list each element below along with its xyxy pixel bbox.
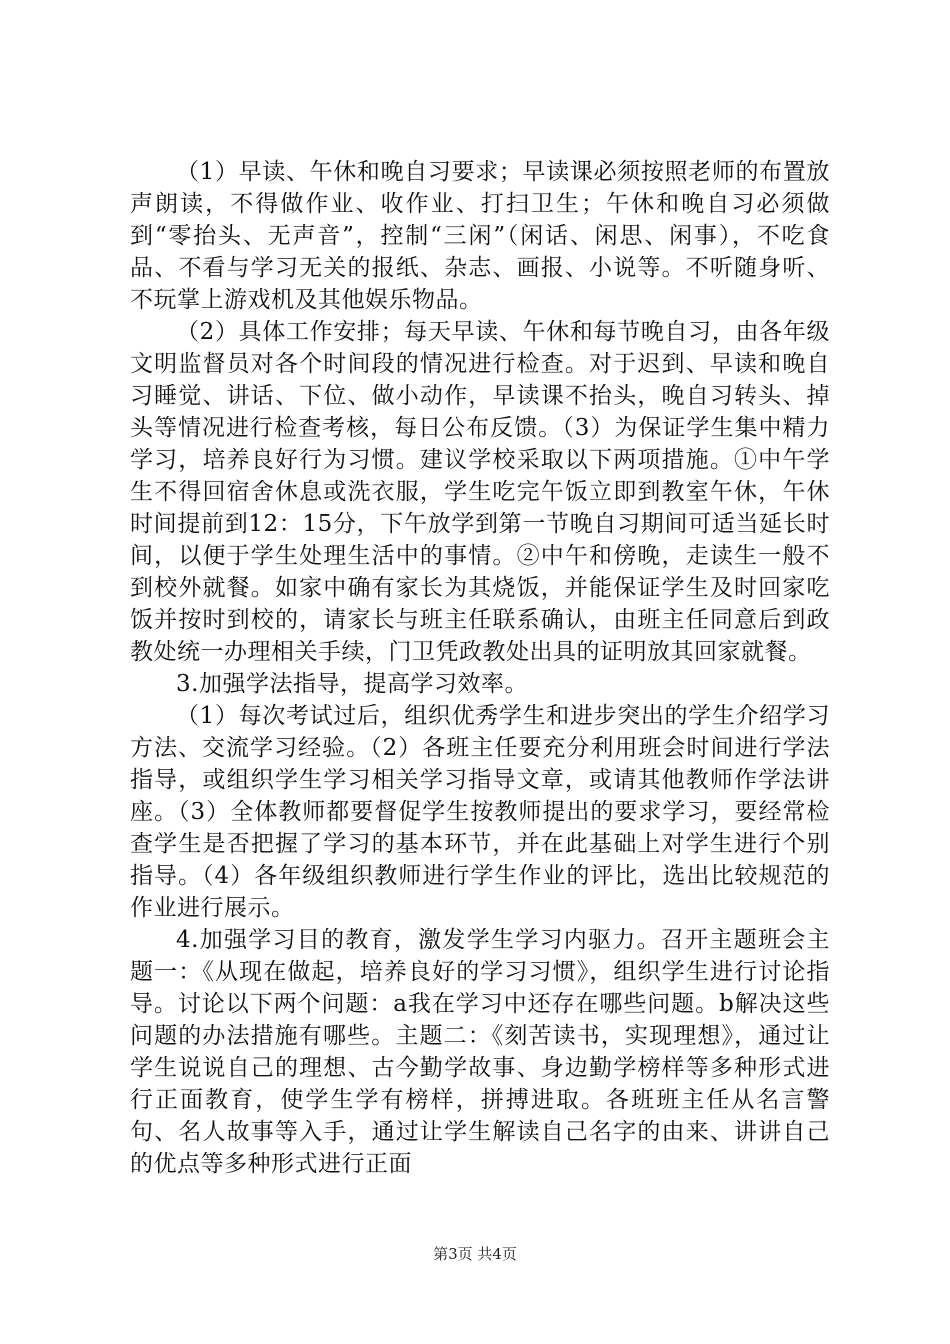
paragraph-5: 4.加强学习目的教育，激发学生学习内驱力。召开主题班会主题一：《从现在做起，培养良好的学习习惯》，组织学生进行讨论指导。讨论以下两个问题：a我在学习中还存在哪些问题。b解决这些问题的办法措施有哪些。主题二：《刻苦读书，实现理想》，通过让学生说说自己的理想、古今勤学故事、身边勤学榜样等多种形式进行正面教育，使学生学有榜样，拼搏进取。各班班主任从名言警句、名人故事等入手，通过让学生解读自己名字的由来、讲讲自己的优点等多种形式进行正面	[130, 927, 830, 1177]
paragraph-2: （2）具体工作安排；每天早读、午休和每节晚自习，由各年级文明监督员对各个时间段的情况进行检查。对于迟到、早读和晚自习睡觉、讲话、下位、做小动作，早读课不抬头，晚自习转头、掉头等情况进行检查考核，每日公布反馈。（3）为保证学生集中精力学习，培养良好行为习惯。建议学校采取以下两项措施。①中午学生不得回宿舍休息或洗衣服，学生吃完午饭立即到教室午休，午休时间提前到12：15分，下午放学到第一节晚自习期间可适当延长时间，以便于学生处理生活中的事情。②中午和傍晚，走读生一般不到校外就餐。如家中确有家长为其烧饭，并能保证学生及时回家吃饭并按时到校的，请家长与班主任联系确认，由班主任同意后到政教处统一办理相关手续，门卫凭政教处出具的证明放其回家就餐。	[130, 319, 830, 665]
document-body	[130, 156, 830, 1180]
paragraph-4: （1）每次考试过后，组织优秀学生和进步突出的学生介绍学习方法、交流学习经验。（2）各班主任要充分利用班会时间进行学法指导，或组织学生学习相关学习指导文章，或请其他教师作学法讲座。（3）全体教师都要督促学生按教师提出的要求学习，要经常检查学生是否把握了学习的基本环节，并在此基础上对学生进行个别指导。（4）各年级组织教师进行学生作业的评比，选出比较规范的作业进行展示。	[130, 703, 830, 921]
paragraph-3-heading: 3.加强学法指导，提高学习效率。	[176, 671, 528, 697]
page-number-footer: 第3页 共4页	[433, 1245, 517, 1263]
paragraph-1: （1）早读、午休和晚自习要求；早读课必须按照老师的布置放声朗读，不得做作业、收作业、打扫卫生；午休和晚自习必须做到“零抬头、无声音”，控制“三闲”（闲话、闲思、闲事），不吃食品、不看与学习无关的报纸、杂志、画报、小说等。不听随身听、不玩掌上游戏机及其他娱乐物品。	[130, 159, 830, 313]
